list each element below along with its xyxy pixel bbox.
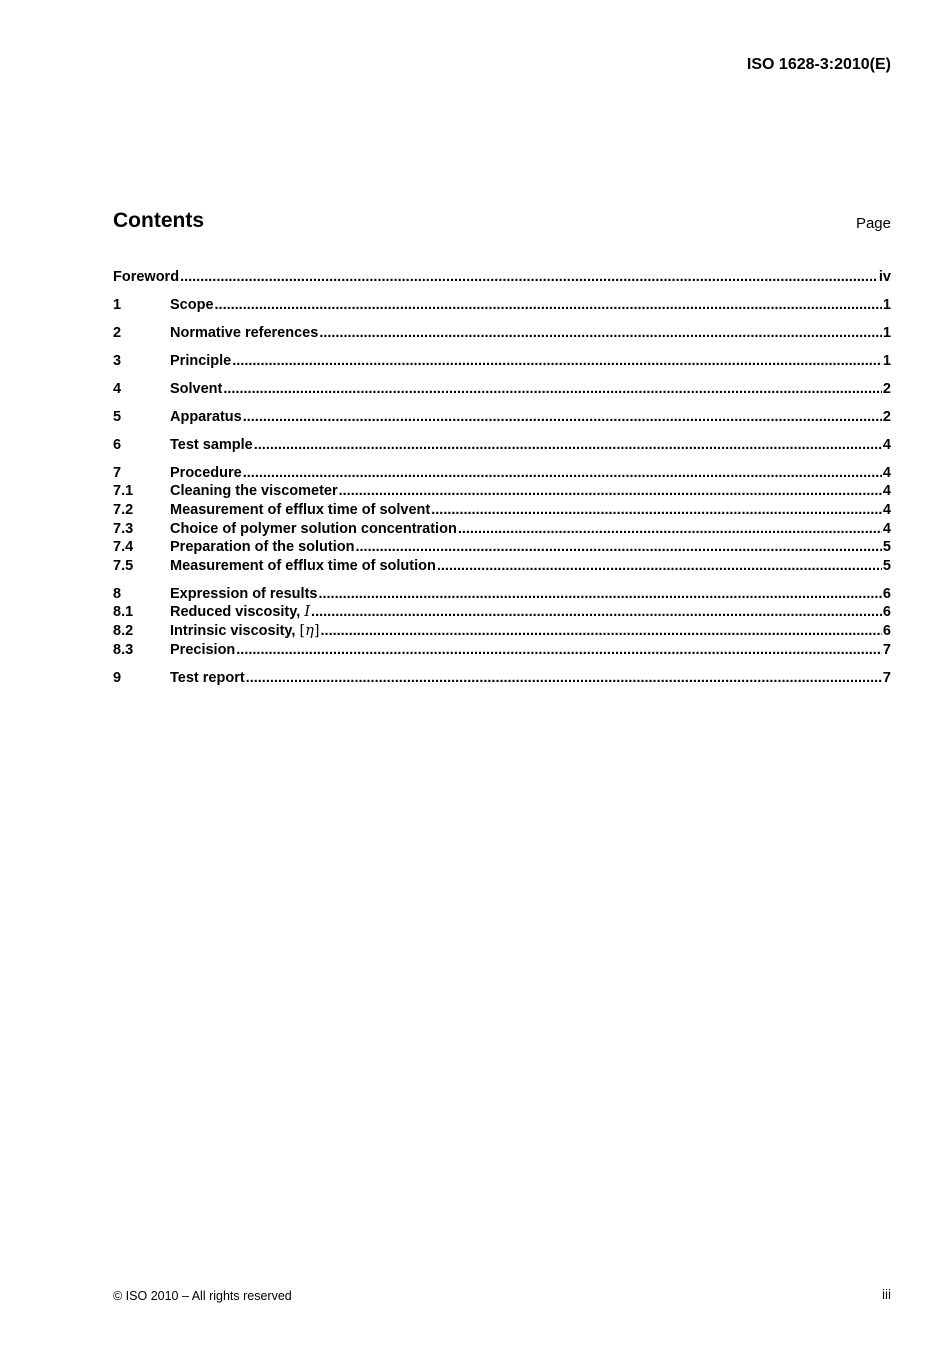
toc-entry-apparatus[interactable] <box>113 408 891 427</box>
toc-entry-number: 7.1 <box>113 483 134 500</box>
toc-entry-page: 4 <box>882 502 891 519</box>
toc-dot-leader <box>318 585 881 604</box>
toc-dot-leader <box>232 352 882 371</box>
toc-entry-number: 7 <box>113 464 122 481</box>
toc-entry-page: 4 <box>882 520 891 537</box>
toc-entry-page: 6 <box>882 623 891 640</box>
toc-entry-number: 4 <box>113 380 122 397</box>
toc-entry-number: 7.2 <box>113 502 134 519</box>
toc-dot-leader <box>215 296 882 315</box>
toc-dot-leader <box>236 641 882 660</box>
toc-dot-leader <box>319 324 882 343</box>
toc-dot-leader <box>431 501 882 520</box>
toc-entry-title-text: Reduced viscosity, <box>170 604 305 621</box>
toc-dot-leader <box>311 603 882 622</box>
toc-entry-number: 8.3 <box>113 641 134 658</box>
toc-entry-precision[interactable] <box>113 641 891 660</box>
contents-header <box>113 209 891 237</box>
toc-entry-page: 6 <box>882 585 891 602</box>
toc-entry-title: Scope <box>170 296 214 313</box>
toc-entry-intrinsic-viscosity[interactable] <box>113 622 891 641</box>
toc-entry-page: 4 <box>882 436 891 453</box>
toc-entry-page: 5 <box>882 557 891 574</box>
toc-entry-page: 4 <box>882 464 891 481</box>
toc-entry-title: Cleaning the viscometer <box>170 483 338 500</box>
toc-entry-number: 5 <box>113 408 122 425</box>
toc-entry-number: 8.2 <box>113 623 134 640</box>
bracket-close: ] <box>313 623 320 640</box>
toc-entry-title: Solvent <box>170 380 223 397</box>
toc-entry-title: Procedure <box>170 464 242 481</box>
toc-entry-page: 1 <box>882 296 891 313</box>
toc-dot-leader <box>243 408 882 427</box>
toc-entry-expression-results[interactable] <box>113 585 891 604</box>
toc-entry-normative-references[interactable] <box>113 324 891 343</box>
toc-entry-page: 6 <box>882 604 891 621</box>
toc-entry-number: 8 <box>113 585 122 602</box>
toc-dot-leader <box>223 380 882 399</box>
document-id: ISO 1628-3:2010(E) <box>746 56 891 73</box>
page-column-label: Page <box>855 215 891 232</box>
toc-entry-page: 1 <box>882 352 891 369</box>
toc-entry-page: 1 <box>882 324 891 341</box>
toc-dot-leader <box>355 538 881 557</box>
toc-entry-title: Normative references <box>170 324 319 341</box>
toc-dot-leader <box>243 464 882 483</box>
toc-entry-title: Expression of results <box>170 585 318 602</box>
toc-entry-title: Choice of polymer solution concentration <box>170 520 457 537</box>
toc-entry-test-report[interactable] <box>113 669 891 688</box>
toc-entry-page: 2 <box>882 408 891 425</box>
toc-entry-number: 7.5 <box>113 557 134 574</box>
toc-entry-title: Apparatus <box>170 408 242 425</box>
toc-entry-page: iv <box>878 269 891 285</box>
toc-entry-title: Measurement of efflux time of solution <box>170 557 436 574</box>
toc-dot-leader <box>321 622 882 641</box>
toc-entry-title <box>170 622 320 641</box>
toc-entry-reduced-viscosity[interactable] <box>113 603 891 622</box>
toc-dot-leader <box>246 669 882 688</box>
page-number: iii <box>882 1287 891 1302</box>
toc-dot-leader <box>180 268 878 287</box>
toc-dot-leader <box>339 482 882 501</box>
toc-entry-number: 8.1 <box>113 604 134 621</box>
toc-entry-test-sample[interactable] <box>113 436 891 455</box>
toc-entry-title: Preparation of the solution <box>170 539 355 556</box>
toc-entry-title: Test report <box>170 669 245 686</box>
toc-entry-page: 2 <box>882 380 891 397</box>
toc-entry-number: 3 <box>113 352 122 369</box>
toc-dot-leader <box>458 520 882 539</box>
toc-entry-number: 9 <box>113 669 122 686</box>
toc-entry-efflux-time-solvent[interactable] <box>113 501 891 520</box>
toc-entry-cleaning-viscometer[interactable] <box>113 482 891 501</box>
toc-entry-title: Measurement of efflux time of solvent <box>170 502 431 519</box>
toc-entry-title: Test sample <box>170 436 253 453</box>
toc-entry-number: 2 <box>113 324 122 341</box>
toc-entry-scope[interactable] <box>113 296 891 315</box>
toc-entry-principle[interactable] <box>113 352 891 371</box>
toc-entry-procedure[interactable] <box>113 464 891 483</box>
intrinsic-viscosity-symbol: η <box>305 623 314 640</box>
toc-entry-foreword[interactable] <box>113 268 891 287</box>
copyright-notice: © ISO 2010 – All rights reserved <box>113 1289 292 1303</box>
toc-entry-efflux-time-solution[interactable] <box>113 557 891 576</box>
toc-entry-preparation-solution[interactable] <box>113 538 891 557</box>
toc-dot-leader <box>254 436 882 455</box>
toc-entry-page: 7 <box>882 669 891 686</box>
toc-entry-title: Principle <box>170 352 232 369</box>
toc-entry-solvent[interactable] <box>113 380 891 399</box>
toc-entry-title-text: Intrinsic viscosity, <box>170 623 300 640</box>
toc-entry-title <box>170 603 310 622</box>
toc-entry-page: 7 <box>882 641 891 658</box>
contents-title: Contents <box>113 209 204 232</box>
table-of-contents <box>113 268 891 687</box>
toc-entry-number: 7.4 <box>113 539 134 556</box>
toc-entry-title: Foreword <box>113 269 180 285</box>
toc-entry-number: 7.3 <box>113 520 134 537</box>
toc-entry-number: 1 <box>113 296 122 313</box>
toc-dot-leader <box>437 557 882 576</box>
toc-entry-number: 6 <box>113 436 122 453</box>
reduced-viscosity-symbol: I <box>304 604 311 621</box>
bracket-open: [ <box>299 623 306 640</box>
toc-entry-polymer-concentration[interactable] <box>113 520 891 539</box>
toc-entry-title: Precision <box>170 641 236 658</box>
toc-entry-page: 4 <box>882 483 891 500</box>
toc-entry-page: 5 <box>882 539 891 556</box>
